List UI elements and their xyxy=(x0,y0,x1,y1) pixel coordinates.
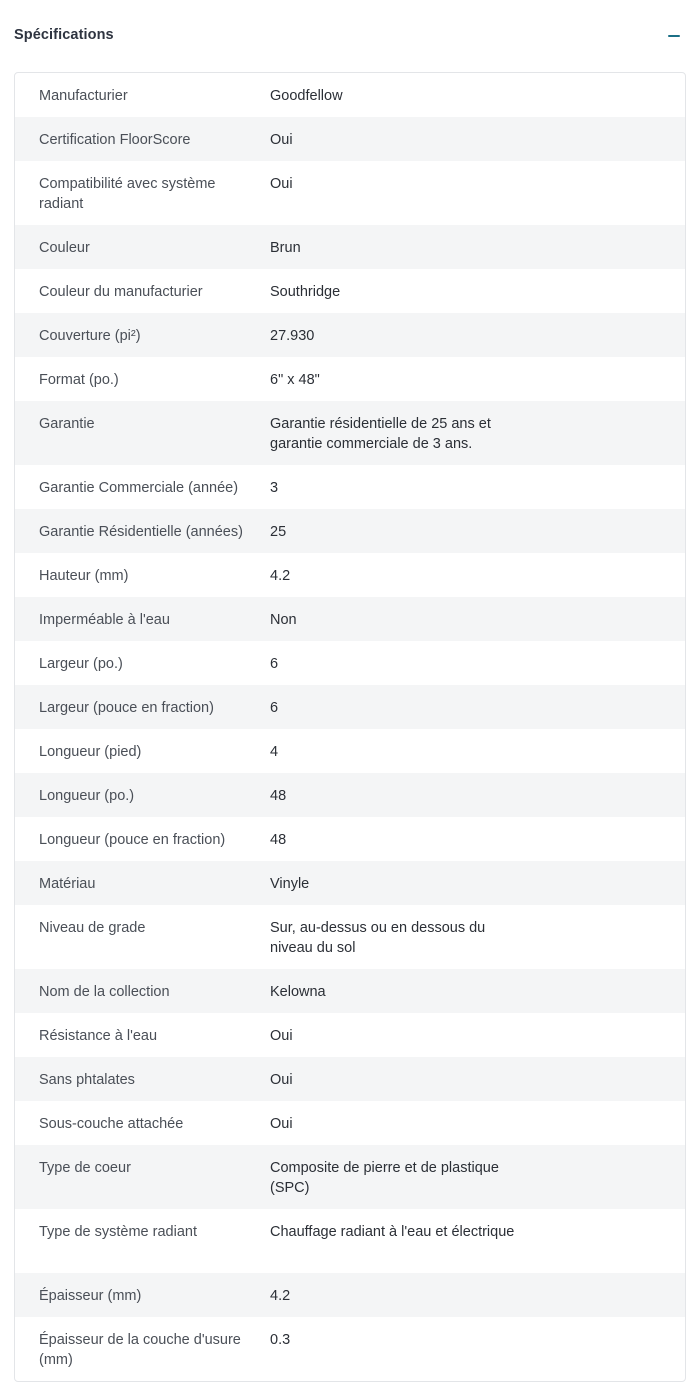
specifications-header[interactable] xyxy=(0,0,699,72)
spec-label: Garantie Commerciale (année) xyxy=(39,480,239,496)
spec-row-longueur-fraction xyxy=(15,817,685,861)
spec-label: Couleur xyxy=(39,240,90,256)
spec-label: Largeur (po.) xyxy=(39,656,123,672)
spec-row-impermeable xyxy=(15,597,685,641)
spec-label: Matériau xyxy=(39,876,96,892)
spec-row-format xyxy=(15,357,685,401)
spec-row-garantie-residentielle xyxy=(15,509,685,553)
spec-value: 4 xyxy=(270,744,279,760)
spec-value: Non xyxy=(270,612,297,628)
spec-row-largeur-fraction xyxy=(15,685,685,729)
spec-value: Composite de pierre et de plastique (SPC) xyxy=(270,1160,499,1196)
spec-value: 6" x 48" xyxy=(270,372,320,388)
spec-row-niveau-grade xyxy=(15,905,685,969)
spec-value: Kelowna xyxy=(270,984,326,1000)
spec-label: Type de coeur xyxy=(39,1160,131,1176)
spec-value: Sur, au-dessus ou en dessous du niveau du sol xyxy=(270,920,486,956)
spec-label: Niveau de grade xyxy=(39,920,146,936)
spec-label: Manufacturier xyxy=(39,88,128,104)
spec-label: Type de système radiant xyxy=(39,1224,197,1240)
spec-label: Nom de la collection xyxy=(39,984,170,1000)
spec-row-sans-phtalates xyxy=(15,1057,685,1101)
spec-value: Vinyle xyxy=(270,876,310,892)
spec-label: Garantie xyxy=(39,416,95,432)
spec-value: Chauffage radiant à l'eau et électrique xyxy=(270,1224,515,1240)
spec-label: Sans phtalates xyxy=(39,1072,135,1088)
spec-value: 6 xyxy=(270,700,279,716)
collapse-button[interactable] xyxy=(663,26,685,46)
spec-row-type-systeme-radiant xyxy=(15,1209,685,1273)
spec-value: Oui xyxy=(270,176,293,192)
spec-value: 4.2 xyxy=(270,568,291,584)
spec-value: Southridge xyxy=(270,284,341,300)
spec-row-epaisseur xyxy=(15,1273,685,1317)
spec-row-largeur-po xyxy=(15,641,685,685)
spec-row-couleur-manufacturier xyxy=(15,269,685,313)
spec-label: Résistance à l'eau xyxy=(39,1028,158,1044)
spec-row-couverture xyxy=(15,313,685,357)
spec-label: Longueur (pied) xyxy=(39,744,142,760)
spec-label: Longueur (pouce en fraction) xyxy=(39,832,226,848)
spec-row-sous-couche xyxy=(15,1101,685,1145)
spec-value: Oui xyxy=(270,1028,293,1044)
spec-label: Hauteur (mm) xyxy=(39,568,129,584)
spec-label: Sous-couche attachée xyxy=(39,1116,184,1132)
spec-value: Goodfellow xyxy=(270,88,343,104)
spec-value: Oui xyxy=(270,1072,293,1088)
spec-value: 0.3 xyxy=(270,1332,291,1348)
spec-label: Couverture (pi²) xyxy=(39,328,141,344)
spec-value: 48 xyxy=(270,832,287,848)
spec-row-longueur-po xyxy=(15,773,685,817)
spec-row-epaisseur-couche-usure xyxy=(15,1317,685,1381)
spec-value: 48 xyxy=(270,788,287,804)
spec-label: Longueur (po.) xyxy=(39,788,135,804)
spec-value: Garantie résidentielle de 25 ans et garantie commerciale de 3 ans. xyxy=(270,416,491,452)
spec-row-couleur xyxy=(15,225,685,269)
spec-value: 3 xyxy=(270,480,279,496)
spec-row-type-coeur xyxy=(15,1145,685,1209)
spec-label: Épaisseur (mm) xyxy=(39,1288,142,1304)
spec-row-garantie-commerciale xyxy=(15,465,685,509)
spec-label: Épaisseur de la couche d'usure (mm) xyxy=(39,1332,241,1368)
spec-row-materiau xyxy=(15,861,685,905)
spec-row-garantie xyxy=(15,401,685,465)
spec-value: 4.2 xyxy=(270,1288,291,1304)
spec-label: Certification FloorScore xyxy=(39,132,191,148)
spec-row-compatibilite-radiant xyxy=(15,161,685,225)
spec-value: Oui xyxy=(270,132,293,148)
spec-value: 6 xyxy=(270,656,279,672)
spec-label: Garantie Résidentielle (années) xyxy=(39,524,243,540)
spec-label: Format (po.) xyxy=(39,372,119,388)
spec-row-resistance-eau xyxy=(15,1013,685,1057)
spec-value: Brun xyxy=(270,240,301,256)
spec-value: Oui xyxy=(270,1116,293,1132)
spec-label: Imperméable à l'eau xyxy=(39,612,170,628)
spec-row-certification-floorscore xyxy=(15,117,685,161)
specifications-table xyxy=(14,72,686,1382)
spec-label: Couleur du manufacturier xyxy=(39,284,203,300)
section-title: Spécifications xyxy=(14,27,114,43)
spec-value: 25 xyxy=(270,524,287,540)
spec-row-nom-collection xyxy=(15,969,685,1013)
spec-label: Largeur (pouce en fraction) xyxy=(39,700,214,716)
spec-value: 27.930 xyxy=(270,328,315,344)
spec-row-hauteur xyxy=(15,553,685,597)
spec-row-longueur-pied xyxy=(15,729,685,773)
minus-icon xyxy=(668,35,680,37)
spec-label: Compatibilité avec système radiant xyxy=(39,176,216,212)
spec-row-manufacturier xyxy=(15,73,685,117)
